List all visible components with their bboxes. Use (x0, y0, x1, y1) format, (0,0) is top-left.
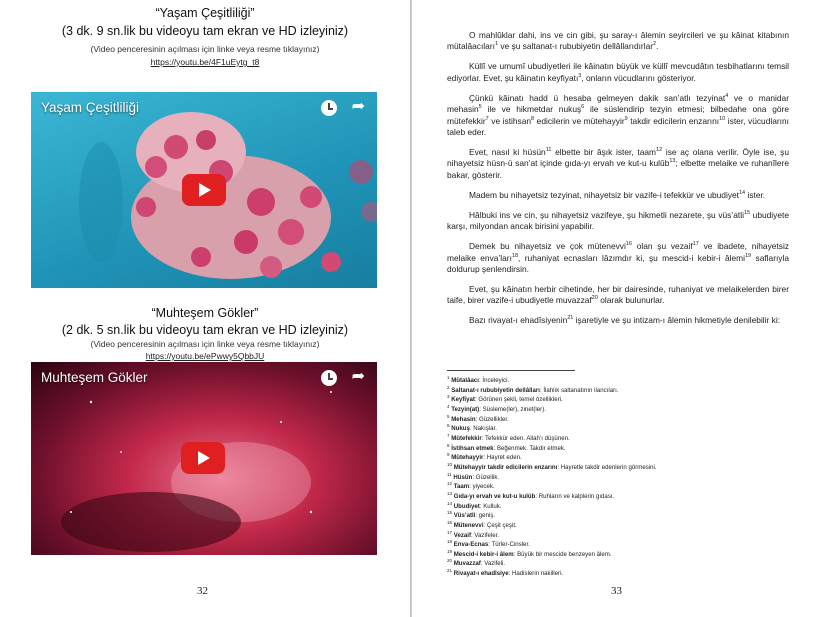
paragraph-text: Evet, nasıl ki hüsün (469, 147, 546, 158)
footnote-term: Saltanat-ı rububiyetin dellâlları (451, 386, 540, 394)
footnote-definition: Nakışlar. (473, 425, 497, 433)
video2-label: Muhteşem Gökler (41, 370, 148, 385)
paragraph (447, 241, 789, 275)
paragraph-text: ve istihsan (488, 115, 532, 126)
footnote-number: 2 (447, 384, 450, 390)
footnote: $^3$ Keyfiyat: Görünen şekli, temel özellikleri. (447, 394, 563, 404)
footnote-definition: Hayretle takdir edenlerin görmesini. (560, 463, 657, 471)
footnote-ref: 6 (581, 104, 585, 111)
paragraph-text: ister, vücudlarını taleb eder. (447, 115, 789, 138)
footnote-number: 5 (447, 413, 450, 419)
video1-thumbnail[interactable] (31, 92, 377, 288)
paragraph-text: ; elbette melaike ve ruhanîlere bakar, gösterir. (447, 158, 789, 180)
paragraph (447, 284, 789, 307)
footnote: $^{14}$ Ubudiyet: Kulluk. (447, 500, 502, 510)
footnote-term: Taam (453, 483, 470, 491)
footnote-definition: Türler-Cinsler. (491, 541, 530, 549)
footnote-number: 17 (447, 529, 453, 535)
paragraph-text: olan şu vezaif (631, 241, 693, 252)
youtube-play-icon[interactable] (182, 174, 226, 206)
paragraph-text: Madem bu nihayetsiz tezyinat, nihayetsiz bir vazife-i tefekkür ve ubudiyet (469, 189, 739, 200)
footnote: $^{21}$ Rivayat-ı ehadîsiye: Hadislerin nakilleri. (447, 568, 564, 578)
paragraph-text: ile ve hikmetdar nukuş (481, 104, 582, 115)
footnote-ref: 14 (739, 190, 746, 197)
video2-thumbnail[interactable] (31, 362, 377, 555)
footnote-number: 9 (447, 452, 450, 458)
footnote-definition: Tefekkür eden. Allah’ı düşünen. (484, 434, 570, 442)
footnote-definition: İnceleyici. (482, 377, 510, 384)
paragraph-text: elbette bir âşık ister, taam (551, 147, 657, 158)
footnote-ref: 3 (578, 73, 582, 80)
footnote-term: Keyfiyat (451, 396, 475, 404)
footnote: $^{12}$ Taam: yiyecek. (447, 481, 495, 491)
paragraph-text: saflarıyla doldurup şenlendirsin. (447, 252, 790, 275)
footnote-definition: İlahlık saltanatının ilancıları. (543, 386, 619, 394)
footnote-term: Nukuş (451, 425, 470, 433)
footnote-term: Mütalâacı (451, 377, 479, 384)
paragraph (447, 61, 789, 84)
paragraph-text: ve o manidar mehasin (447, 92, 789, 115)
footnote-number: 6 (447, 423, 450, 429)
footnote-ref: 16 (625, 241, 632, 248)
paragraph-text: olarak bulunurlar. (597, 295, 665, 306)
footnote-term: Hüsün (453, 473, 473, 481)
footnote-definition: Beğenmek. Takdir etmek. (496, 444, 566, 452)
video2-hint: (Video penceresinin açılması için linke veya resme tıklayınız) (90, 339, 320, 349)
paragraph-text: Küllî ve umumî ubudiyetleri ile kâinatın büyük ve küllî mevcudâtın tesbihatlarını temsil ediyorlar. Evet, şu kâinatın keyfiyatı (447, 61, 789, 83)
footnote-number: 20 (447, 558, 453, 564)
paragraph-text: Çünkü kâinatı hadd ü hesaba gelmeyen dakik san’atlı tezyinat (469, 92, 726, 103)
footnote-ref: 17 (692, 241, 699, 248)
footnote-number: 8 (447, 442, 450, 448)
paragraph-text: Hâlbuki ins ve cin, şu nihayetsiz vazifeye, şu hikmetli nezarete, şu vüs’atli (469, 209, 744, 220)
footnote-number: 15 (447, 510, 453, 516)
footnote-definition: yiyecek. (472, 483, 495, 491)
paragraph-text: ve ibadete, nihayetsiz melaike enva’ları (447, 241, 789, 263)
paragraph-text: Demek bu nihayetsiz ve çok mütenevvi (469, 241, 626, 252)
paragraph (447, 93, 789, 139)
footnote-term: Mütenevvi (453, 521, 484, 529)
footnote-definition: Güzellik. (475, 473, 500, 481)
footnote-ref: 8 (531, 115, 535, 122)
footnote-number: 21 (447, 568, 453, 574)
footnote: $^{18}$ Enva-Ecnas: Türler-Cinsler. (447, 539, 530, 549)
paragraph-text: , ruhaniyat ecnasları lâzımdır ki, şu mescid-i kebir-i âlemi (518, 252, 745, 263)
footnote-term: İstihsan etmek (451, 444, 494, 452)
footnote-term: Mütefekkir (451, 434, 482, 442)
footnote-ref: 2 (653, 41, 657, 48)
footnote: $^9$ Mütehayyir: Hayret eden. (447, 452, 522, 462)
footnote: $^6$ Nukuş: Nakışlar. (447, 423, 497, 433)
footnote-definition: Hayret eden. (486, 454, 522, 462)
footnote-ref: 4 (725, 93, 729, 100)
footnote-definition: Çeşit çeşit. (486, 521, 517, 529)
right-page (412, 0, 820, 617)
paragraph (447, 147, 789, 181)
footnote-number: 3 (447, 394, 450, 400)
footnote-number: 13 (447, 490, 453, 496)
footnote-number: 12 (447, 481, 453, 487)
footnote-ref: 10 (719, 115, 726, 122)
video1-title: “Yaşam Çeşitliliği” (155, 6, 255, 20)
footnote: $^7$ Mütefekkir: Tefekkür eden. Allah’ı düşünen. (447, 432, 570, 442)
footnote: $^1$ Mütalâacı: İnceleyici. (447, 374, 510, 384)
footnote-ref: 21 (567, 315, 574, 322)
footnote-ref: 5 (478, 104, 482, 111)
footnote: $^{16}$ Mütenevvi: Çeşit çeşit. (447, 519, 517, 529)
paragraph (447, 30, 789, 53)
footnote-ref: 12 (656, 147, 663, 154)
footnote-definition: Süsleme(ler), zinet(ler). (482, 405, 546, 413)
footnote-term: Muvazzaf (453, 560, 481, 568)
footnote-number: 19 (447, 548, 453, 554)
paragraph-text: ise aç olana verilir. Öyle ise, şu nihayetsiz hüsn-ü san’at içinde gıda-yı ervah ve kut-u kulûb (447, 147, 789, 169)
video1-label: Yaşam Çeşitliliği (41, 100, 140, 115)
paragraph-text: ve şu saltanat-ı rububiyetin dellâllarıdırlar (498, 41, 654, 52)
youtube-play-icon[interactable] (181, 442, 225, 474)
footnote-ref: 15 (743, 210, 751, 217)
footnote-number: 14 (447, 500, 453, 506)
footnote: $^{13}$ Gıda-yı ervah ve kut-u kulûb: Ruhların ve kalplerin gıdası. (447, 490, 615, 500)
footnote-number: 10 (447, 461, 453, 467)
footnote-definition: Hadislerin nakilleri. (511, 570, 564, 578)
paragraph-text: ubudiyete karşı, milyondan ancak birisini yapabilir. (447, 209, 789, 232)
paragraph-text: , onların vücudlarını gösteriyor. (581, 72, 696, 83)
footnote-definition: Vazifeler. (474, 531, 500, 539)
watch-later-icon[interactable] (321, 370, 337, 386)
footnote-ref: 7 (485, 115, 489, 122)
footnote-divider (447, 370, 575, 371)
footnote-definition: Görünen şekli, temel özellikleri. (478, 396, 563, 404)
footnote-term: Enva-Ecnas (453, 541, 489, 549)
footnote-term: Vezaif (453, 531, 471, 539)
share-arrow-icon[interactable]: ➦ (351, 368, 365, 385)
page-number-right: 33 (611, 585, 622, 597)
footnote-ref: 18 (511, 252, 519, 259)
footnote-term: Mehasin (451, 415, 476, 423)
paragraph-text: Bazı rivayat-ı ehadîsiyenin (469, 315, 568, 326)
footnote-definition: Güzellikler. (479, 415, 509, 423)
footnote-term: Mescid-i kebir-i âlem (453, 550, 514, 558)
footnote-ref: 20 (591, 295, 598, 302)
footnote-number: 4 (447, 403, 450, 409)
body-text (447, 30, 789, 335)
footnote: $^{19}$ Mescid-i kebir-i âlem: Büyük bir mescide benzeyen âlem. (447, 548, 612, 558)
paragraph-text: takdir edicilerin enzarını (627, 115, 720, 126)
footnote-term: Ubudiyet (453, 502, 480, 510)
paragraph-text: O mahlûklar dahi, ins ve cin gibi, şu saray-ı âlemin seyircileri ve şu kâinat kitabının mütalâacıları (447, 30, 789, 52)
paragraph-text: işaretiyle ve şu intizam-ı âlemin hikmetiyle denilebilir ki: (573, 315, 781, 326)
footnote: $^{17}$ Vezaif: Vazifeler. (447, 529, 500, 539)
video1-duration: (3 dk. 9 sn.lik bu videoyu tam ekran ve HD izleyiniz) (61, 24, 349, 38)
paragraph-text: ile süslendirip tezyin etmesi; bilbedahe ona göre mütefekkir (447, 104, 790, 126)
footnote: $^8$ İstihsan etmek: Beğenmek. Takdir etmek. (447, 442, 566, 452)
footnote-ref: 13 (669, 158, 676, 165)
share-arrow-icon[interactable]: ➦ (351, 98, 365, 115)
footnote-term: Gıda-yı ervah ve kut-u kulûb (453, 492, 536, 500)
footnote: $^{20}$ Muvazzaf: Vazifeli. (447, 558, 506, 568)
footnote-term: Rivayat-ı ehadîsiye (453, 570, 509, 578)
video2-link[interactable]: https://youtu.be/ePwwy5QbbJU (145, 351, 265, 361)
footnote-ref: 9 (624, 115, 628, 122)
footnote-definition: Ruhların ve kalplerin gıdası. (538, 492, 615, 500)
footnotes (447, 376, 789, 579)
footnote-term: Tezyin(at) (451, 405, 480, 413)
footnote: $^5$ Mehasin: Güzellikler. (447, 413, 509, 423)
footnote-definition: Vazifeli. (484, 560, 506, 568)
page-number-left: 32 (197, 585, 208, 597)
footnote-number: 1 (447, 374, 450, 380)
video2-duration: (2 dk. 5 sn.lik bu videoyu tam ekran ve HD izleyiniz) (61, 323, 349, 337)
paragraph (447, 190, 789, 201)
footnote-term: Mütehayyir takdir edicilerin enzarını (453, 463, 558, 471)
footnote-number: 7 (447, 432, 450, 438)
paragraph-text: . (656, 41, 659, 52)
video2-title: “Muhteşem Gökler” (151, 306, 259, 320)
footnote-number: 11 (447, 471, 452, 477)
footnote: $^{15}$ Vüs’atli: geniş. (447, 510, 496, 520)
footnote-definition: geniş. (478, 512, 496, 520)
footnote-ref: 1 (494, 41, 499, 48)
footnote-term: Mütehayyir (451, 454, 484, 462)
paragraph-text: Evet, şu kâinatın herbir cihetinde, her bir dairesinde, ruhaniyat ve melaikelerden birer taife, birer vazife-i ubudiyetle muvazzaf (447, 284, 789, 306)
footnote-definition: Büyük bir mescide benzeyen âlem. (517, 550, 612, 558)
paragraph-text: edicilerin ve mütehayyir (534, 115, 625, 126)
footnote-number: 18 (447, 539, 453, 545)
footnote-ref: 19 (744, 252, 752, 259)
footnote: $^4$ Tezyin(at): Süsleme(ler), zinet(ler). (447, 403, 546, 413)
footnote: $^{10}$ Mütehayyir takdir edicilerin enzarını: Hayretle takdir edenlerin görmesini. (447, 461, 657, 471)
paragraph-text: ister. (745, 189, 766, 200)
footnote-number: 16 (447, 519, 453, 525)
paragraph (447, 210, 789, 233)
video1-link[interactable]: https://youtu.be/4F1uEytg_t8 (150, 57, 260, 67)
paragraph (447, 315, 789, 326)
footnote-term: Vüs’atli (453, 512, 476, 520)
footnote-definition: Kulluk. (483, 502, 502, 510)
video1-hint: (Video penceresinin açılması için linke veya resme tıklayınız) (90, 44, 320, 54)
footnote-ref: 11 (545, 147, 552, 154)
footnote: $^{11}$ Hüsün: Güzellik. (447, 471, 500, 481)
watch-later-icon[interactable] (321, 100, 337, 116)
footnote: $^2$ Saltanat-ı rububiyetin dellâlları: İlahlık saltanatının ilancıları. (447, 384, 619, 394)
